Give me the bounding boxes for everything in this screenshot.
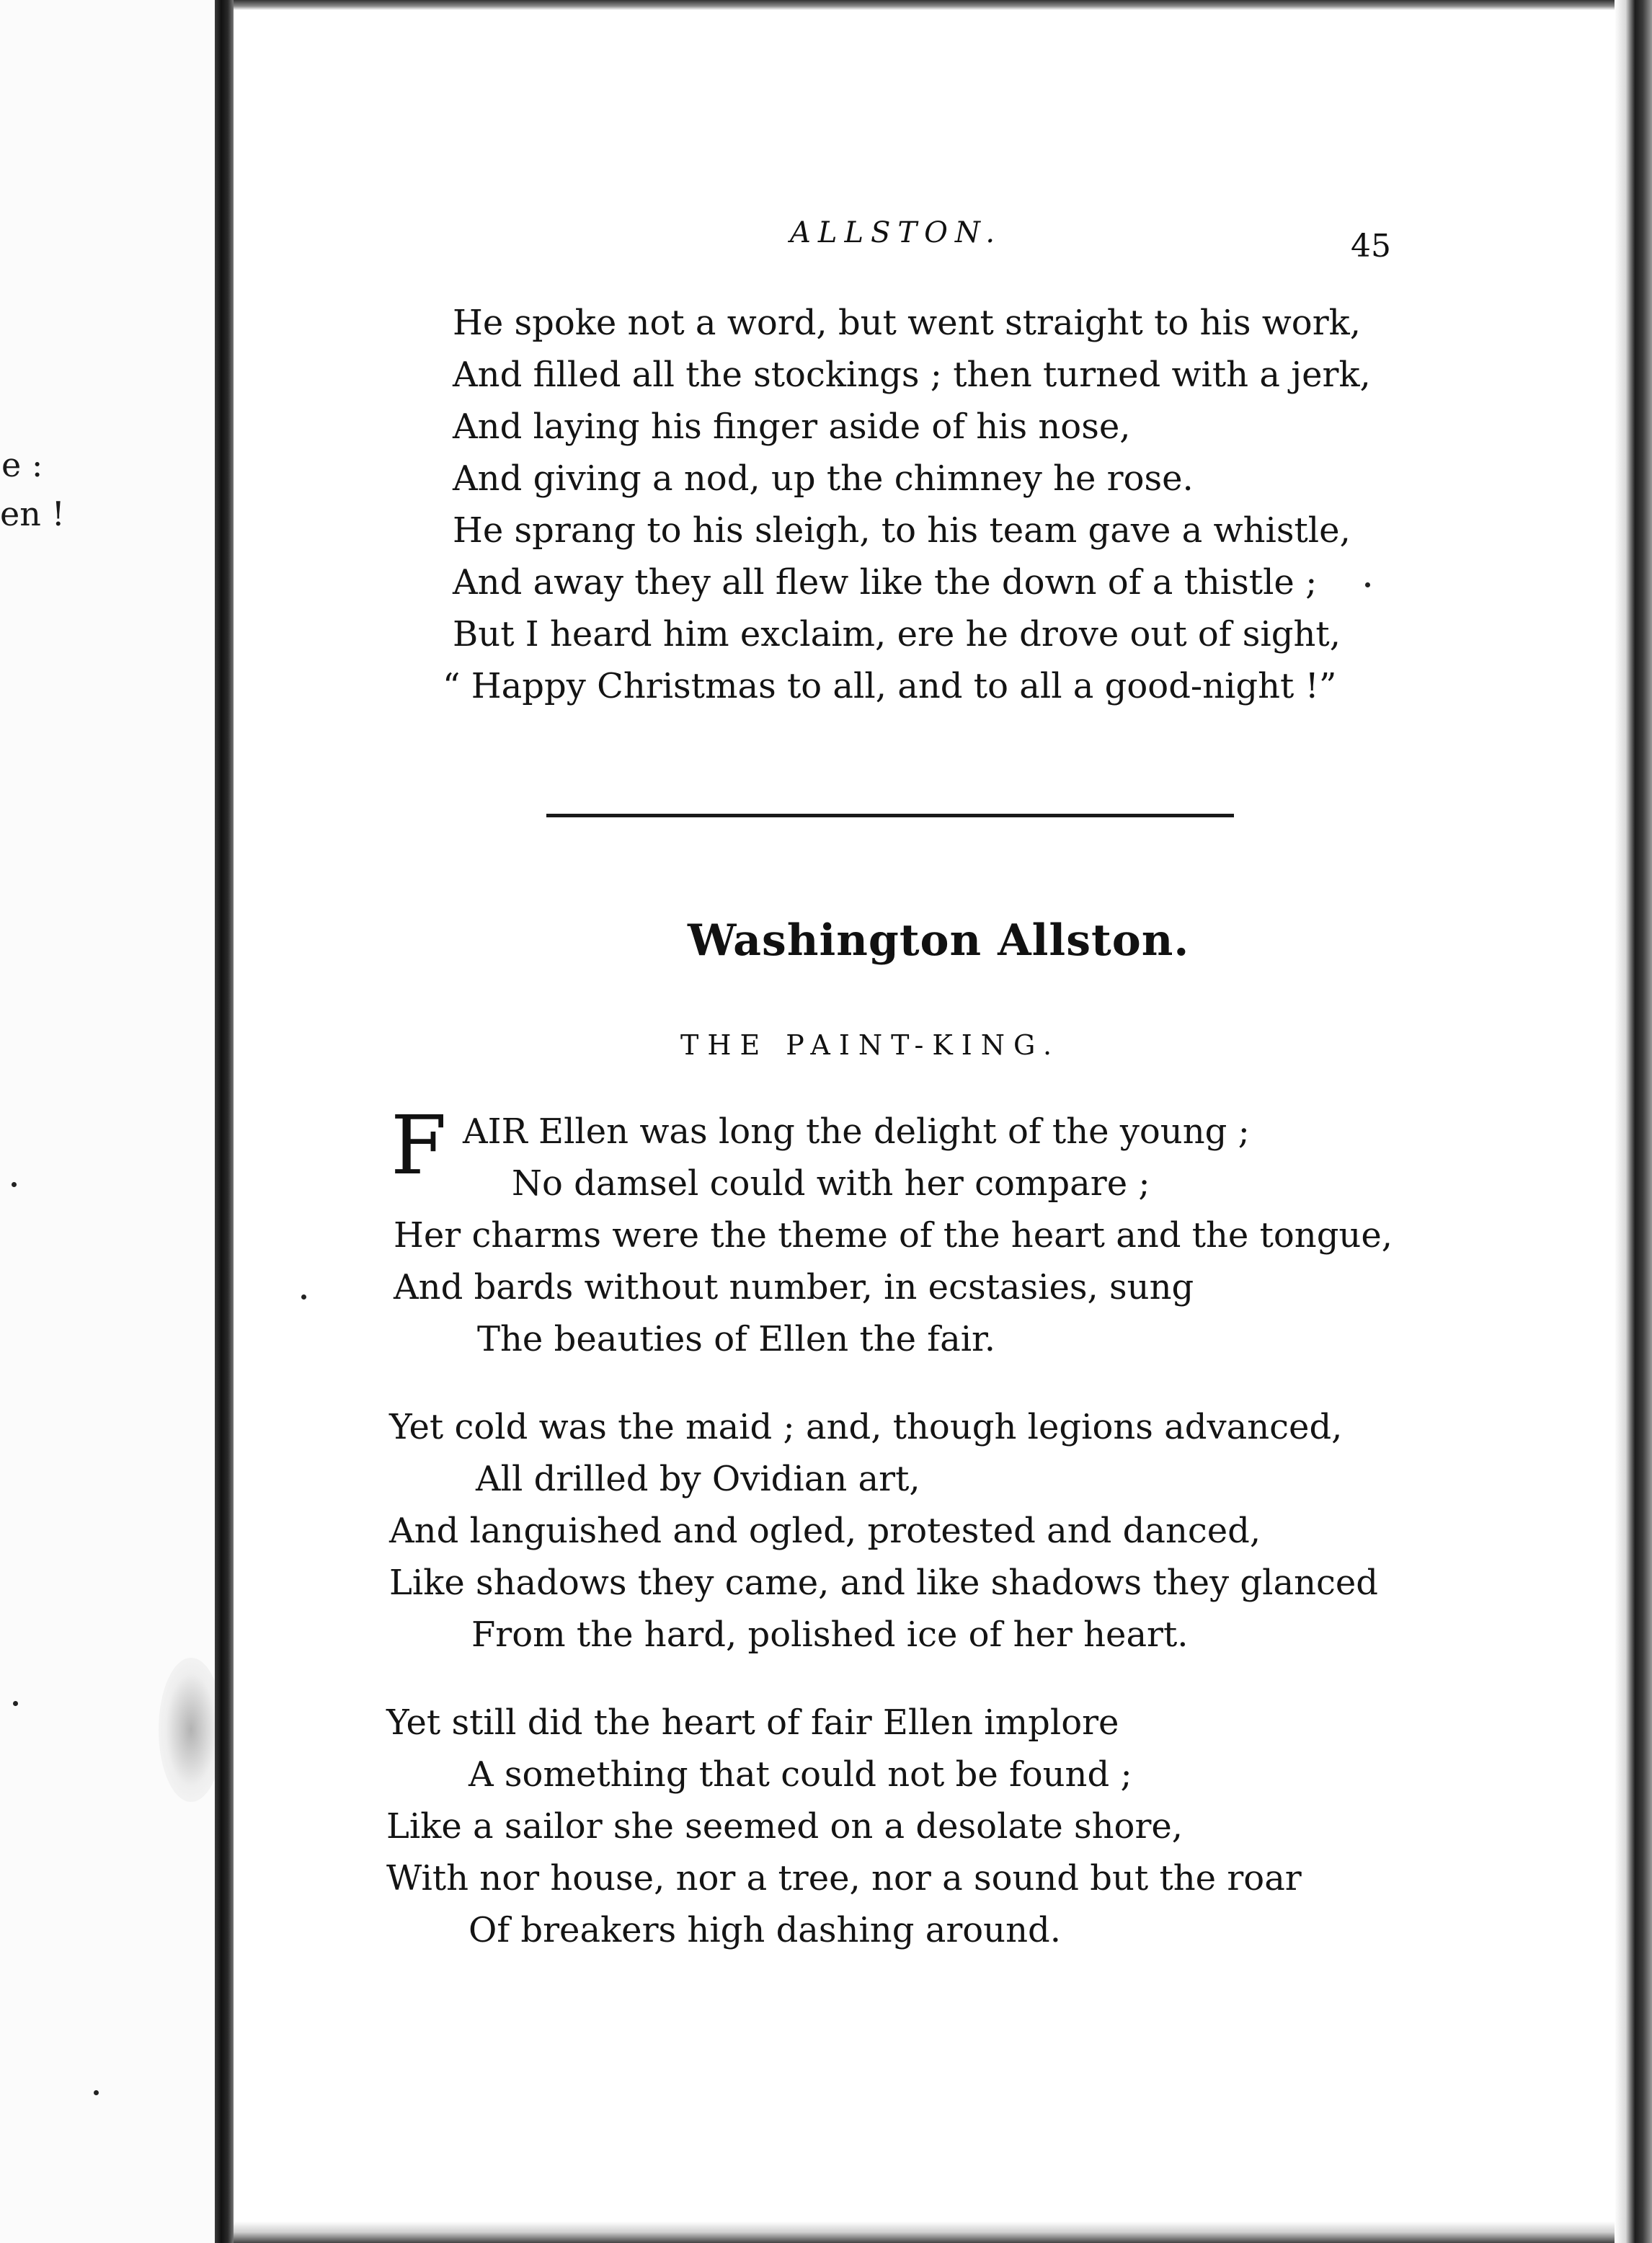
facing-page-fragment: en !	[0, 494, 65, 533]
poem-line: AIR Ellen was long the delight of the young ;	[463, 1111, 1250, 1152]
poem-line: And filled all the stockings ; then turned with a jerk,	[453, 355, 1371, 395]
poem-line: Yet still did the heart of fair Ellen implore	[386, 1702, 1119, 1743]
print-speck	[13, 1701, 18, 1706]
poem-line: From the hard, polished ice of her heart.	[471, 1614, 1189, 1655]
author-heading: Washington Allston.	[688, 915, 1190, 966]
poem-line: He sprang to his sleigh, to his team gave a whistle,	[453, 510, 1351, 551]
poem-line: He spoke not a word, but went straight to his work,	[453, 303, 1361, 343]
facing-page-fragment: e :	[1, 445, 43, 484]
poem-line: But I heard him exclaim, ere he drove out of sight,	[453, 614, 1341, 654]
poem-line: Yet cold was the maid ; and, though legions advanced,	[389, 1407, 1343, 1447]
poem-line: All drilled by Ovidian art,	[476, 1459, 920, 1499]
print-speck	[12, 1182, 17, 1187]
poem-line: Like shadows they came, and like shadows they glanced	[389, 1563, 1379, 1603]
print-speck	[301, 1294, 306, 1300]
poem-title: THE PAINT-KING.	[680, 1029, 1061, 1061]
drop-cap: F	[391, 1099, 447, 1193]
poem-line: And bards without number, in ecstasies, sung	[394, 1267, 1194, 1307]
poem-line: Of breakers high dashing around.	[468, 1910, 1061, 1950]
print-speck	[1365, 582, 1370, 587]
poem-line: Her charms were the theme of the heart and the tongue,	[394, 1215, 1393, 1256]
page-number: 45	[1351, 228, 1391, 265]
facing-page-edge	[0, 0, 216, 2243]
poem-line: And languished and ogled, protested and danced,	[389, 1511, 1261, 1551]
running-head: ALLSTON.	[790, 216, 1003, 249]
poem-line: No damsel could with her compare ;	[512, 1163, 1150, 1204]
poem-line: “ Happy Christmas to all, and to all a good-night !”	[443, 666, 1337, 706]
poem-line: Like a sailor she seemed on a desolate shore,	[386, 1806, 1184, 1847]
scan-smudge	[159, 1658, 223, 1802]
page-top-edge	[234, 0, 1617, 10]
poem-line: And away they all flew like the down of a thistle ;	[453, 562, 1318, 603]
page-bottom-edge	[234, 2221, 1617, 2243]
poem-line: And giving a nod, up the chimney he rose.	[453, 458, 1194, 499]
poem-line: The beauties of Ellen the fair.	[477, 1319, 995, 1359]
poem-line: A something that could not be found ;	[468, 1754, 1132, 1795]
poem-line: With nor house, nor a tree, nor a sound but the roar	[386, 1858, 1302, 1898]
poem-line: And laying his finger aside of his nose,	[453, 407, 1131, 447]
book-gutter	[215, 0, 234, 2243]
section-rule	[546, 814, 1234, 817]
print-speck	[94, 2090, 99, 2095]
page-right-edge	[1615, 0, 1652, 2243]
